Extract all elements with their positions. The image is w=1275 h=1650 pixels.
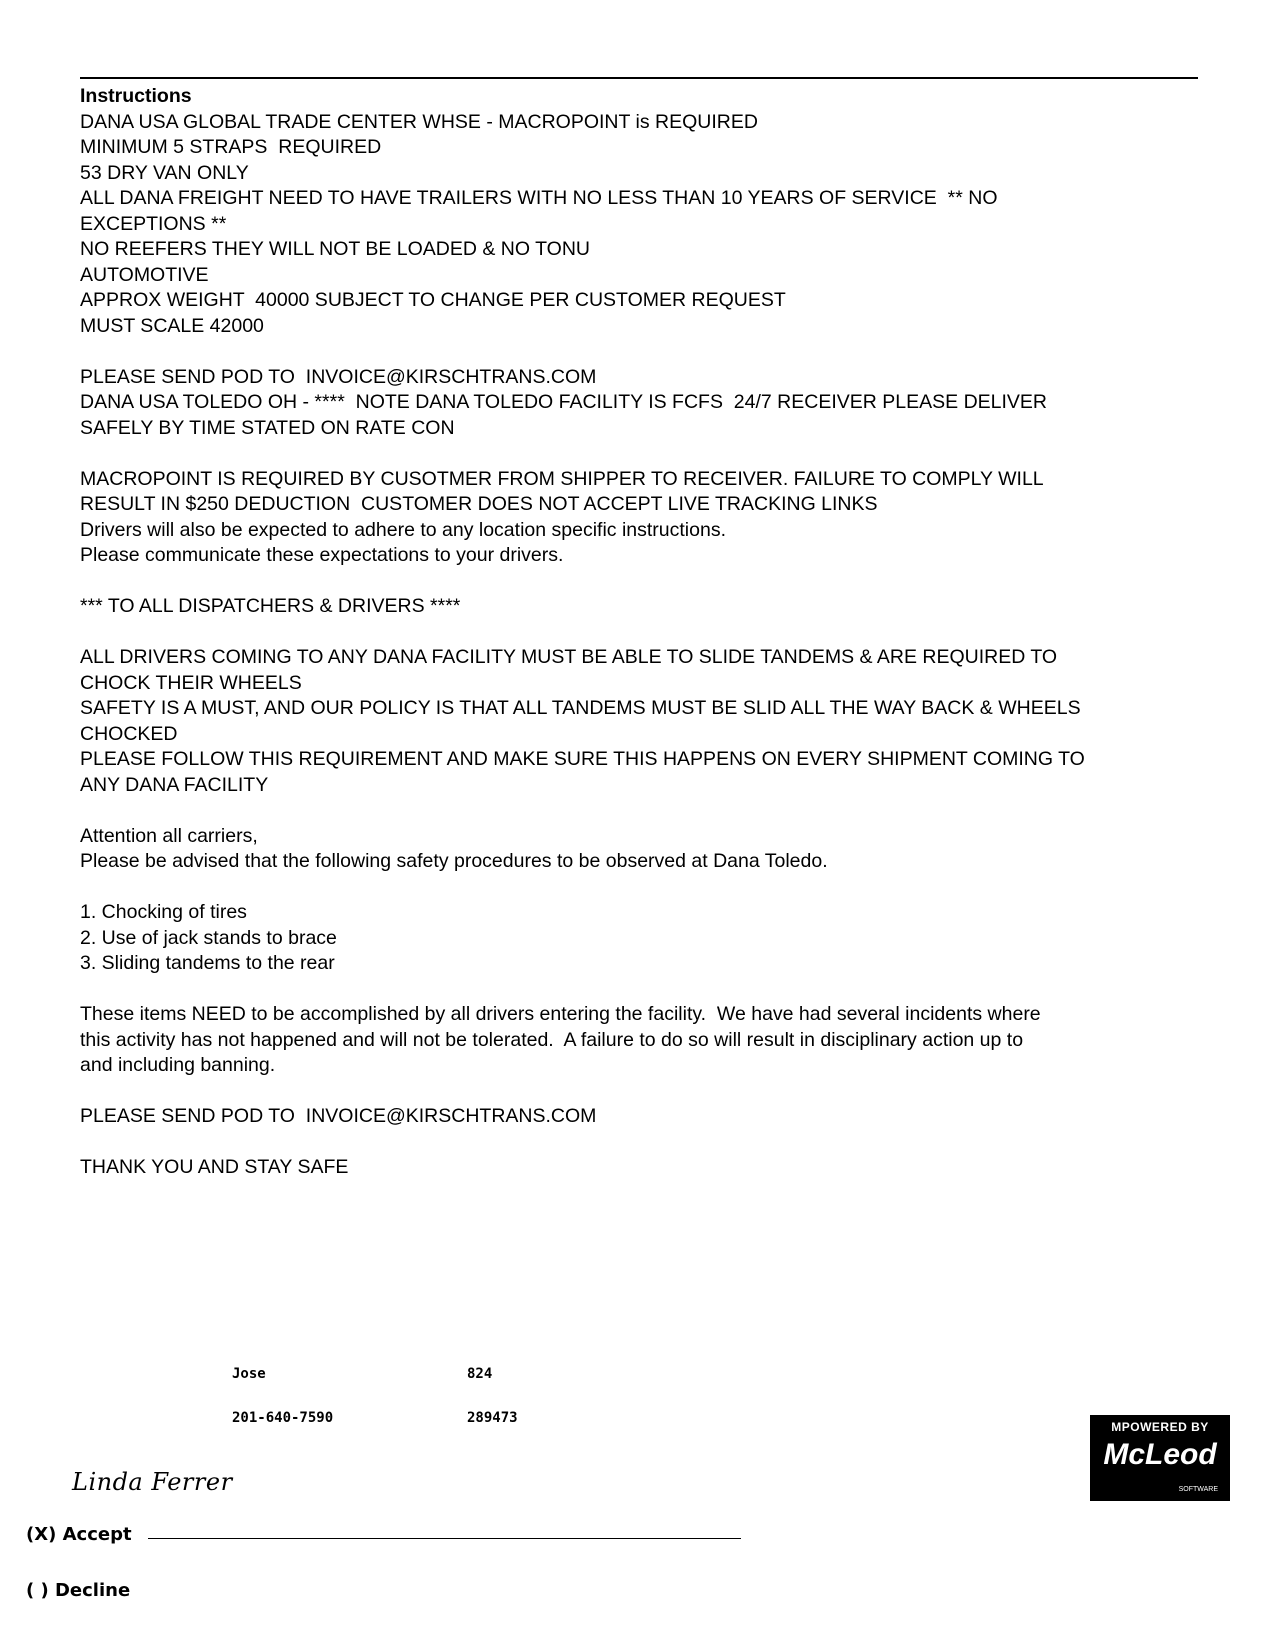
header-rule	[80, 77, 1198, 79]
macropoint-line: RESULT IN $250 DEDUCTION CUSTOMER DOES NOT ACCEPT LIVE TRACKING LINKS	[80, 493, 878, 515]
tandem-line: ANY DANA FACILITY	[80, 773, 269, 796]
driver-phone: 201-640-7590	[232, 1410, 334, 1426]
driver-name: Jose	[232, 1366, 266, 1382]
driver-number: 289473	[467, 1410, 518, 1426]
tandem-line: CHOCKED	[80, 722, 178, 745]
toledo-line: SAFELY BY TIME STATED ON RATE CON	[80, 416, 455, 439]
instruction-line: AUTOMOTIVE	[80, 263, 209, 286]
dispatchers-heading: *** TO ALL DISPATCHERS & DRIVERS ****	[80, 595, 461, 617]
attention-line: Please be advised that the following safety procedures to be observed at Dana Toledo.	[80, 850, 828, 872]
toledo-line: DANA USA TOLEDO OH - **** NOTE DANA TOLEDO FACILITY IS FCFS 24/7 RECEIVER PLEASE DELIVER	[80, 391, 1048, 413]
instructions-heading: Instructions	[80, 85, 192, 107]
tandem-line: SAFETY IS A MUST, AND OUR POLICY IS THAT ALL TANDEMS MUST BE SLID ALL THE WAY BACK & WHEELS	[80, 697, 1081, 719]
instruction-line: DANA USA GLOBAL TRADE CENTER WHSE - MACROPOINT is REQUIRED	[80, 110, 758, 133]
driver-code: 824	[467, 1366, 493, 1382]
items-line: and including banning.	[80, 1054, 276, 1076]
macropoint-line: MACROPOINT IS REQUIRED BY CUSOTMER FROM SHIPPER TO RECEIVER. FAILURE TO COMPLY WILL	[80, 467, 1044, 490]
instructions-section	[80, 84, 1200, 1181]
signature: Linda Ferrer	[72, 1468, 233, 1496]
decline-option[interactable]: ( ) Decline	[26, 1580, 131, 1601]
instruction-line: APPROX WEIGHT 40000 SUBJECT TO CHANGE PER CUSTOMER REQUEST	[80, 289, 786, 311]
procedure-item: 2. Use of jack stands to brace	[80, 926, 337, 949]
instruction-line: NO REEFERS THEY WILL NOT BE LOADED & NO TONU	[80, 238, 591, 260]
pod-email-line: PLEASE SEND POD TO INVOICE@KIRSCHTRANS.COM	[80, 1105, 597, 1127]
logo-brand: McLeod	[1103, 1438, 1217, 1471]
instruction-line: EXCEPTIONS **	[80, 212, 227, 235]
procedure-item: 3. Sliding tandems to the rear	[80, 952, 335, 974]
tandem-line: PLEASE FOLLOW THIS REQUIREMENT AND MAKE SURE THIS HAPPENS ON EVERY SHIPMENT COMING TO	[80, 748, 1085, 770]
closing-line: THANK YOU AND STAY SAFE	[80, 1156, 349, 1178]
instruction-line: 53 DRY VAN ONLY	[80, 161, 249, 184]
logo-sub: SOFTWARE	[1178, 1486, 1218, 1493]
instruction-line: ALL DANA FREIGHT NEED TO HAVE TRAILERS WITH NO LESS THAN 10 YEARS OF SERVICE ** NO	[80, 187, 998, 209]
items-line: this activity has not happened and will not be tolerated. A failure to do so will result in disciplinary action up to	[80, 1028, 1024, 1051]
macropoint-line: Please communicate these expectations to your drivers.	[80, 544, 564, 566]
instruction-line: MINIMUM 5 STRAPS REQUIRED	[80, 136, 382, 158]
pod-email-line: PLEASE SEND POD TO INVOICE@KIRSCHTRANS.COM	[80, 365, 597, 388]
tandem-line: CHOCK THEIR WHEELS	[80, 671, 302, 694]
items-line: These items NEED to be accomplished by all drivers entering the facility. We have had several incidents where	[80, 1003, 1041, 1025]
accept-option[interactable]: (X) Accept	[26, 1524, 132, 1545]
mcleod-logo	[1090, 1415, 1230, 1501]
macropoint-line: Drivers will also be expected to adhere to any location specific instructions.	[80, 518, 726, 541]
procedure-item: 1. Chocking of tires	[80, 901, 247, 923]
signature-line	[148, 1538, 741, 1539]
tandem-line: ALL DRIVERS COMING TO ANY DANA FACILITY MUST BE ABLE TO SLIDE TANDEMS & ARE REQUIRED TO	[80, 646, 1058, 668]
instruction-line: MUST SCALE 42000	[80, 314, 264, 337]
logo-tagline: MPOWERED BY	[1111, 1420, 1209, 1434]
attention-line: Attention all carriers,	[80, 824, 258, 847]
